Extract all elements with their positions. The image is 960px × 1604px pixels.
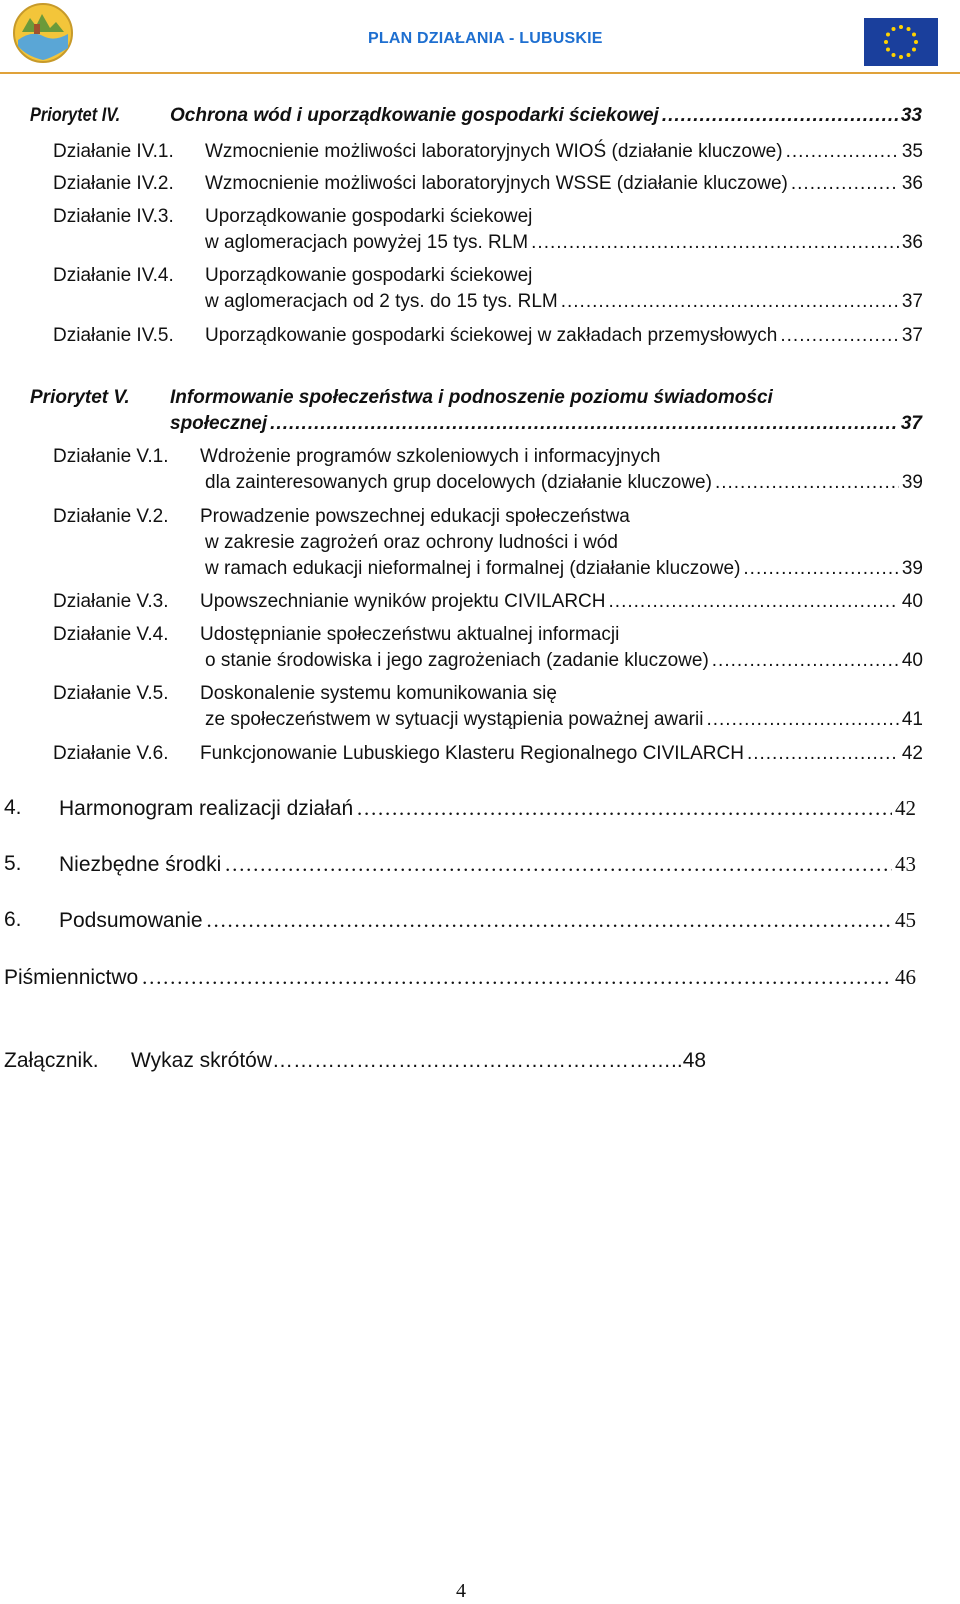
toc-entry-title-line: Doskonalenie systemu komunikowania się (200, 683, 557, 704)
toc-entry[interactable] (59, 852, 916, 877)
eu-star-icon (912, 48, 916, 52)
toc-leader (706, 708, 898, 732)
toc-page: 41 (901, 709, 923, 730)
toc-entry-title: w aglomeracjach powyżej 15 tys. RLM (205, 232, 529, 253)
toc-entry-title: Piśmiennictwo (4, 966, 139, 989)
toc-entry-title-line: Uporządkowanie gospodarki ściekowej (205, 206, 533, 227)
toc-entry[interactable] (200, 590, 923, 614)
toc-entry-title-line: Udostępnianie społeczeństwu aktualnej informacji (200, 624, 620, 645)
toc-action-label: Działanie V.1. (53, 446, 169, 467)
toc-page: 45 (895, 908, 916, 932)
eu-star-icon (907, 53, 911, 57)
page-header (0, 0, 960, 76)
toc-page: 37 (900, 413, 922, 434)
toc-page: 46 (895, 965, 916, 989)
toc-leader (609, 590, 899, 614)
toc-entry-title: o stanie środowiska i jego zagrożeniach (zadanie kluczowe) (205, 650, 709, 671)
toc-entry-title: Niezbędne środki (59, 853, 222, 876)
toc-section-number: 4. (4, 796, 22, 819)
toc-entry-title-line: Prowadzenie powszechnej edukacji społeczeństwa (200, 506, 630, 527)
toc-action-label: Działanie V.5. (53, 683, 169, 704)
eu-star-icon (899, 55, 903, 59)
toc-page: 39 (901, 558, 923, 579)
toc-entry-title: Uporządkowanie gospodarki ściekowej w zakładach przemysłowych (205, 325, 778, 346)
eu-star-icon (892, 53, 896, 57)
toc-page: 42 (901, 743, 923, 764)
toc-action-label: Działanie IV.3. (53, 206, 174, 227)
regional-logo-icon (12, 2, 74, 64)
toc-entry-title: Funkcjonowanie Lubuskiego Klasteru Regionalnego CIVILARCH (200, 743, 744, 764)
toc-entry-title-line: Informowanie społeczeństwa i podnoszenie poziomu świadomości (170, 387, 773, 408)
toc-page: 35 (901, 141, 923, 162)
toc-leader (356, 796, 892, 820)
toc-leader (791, 172, 899, 196)
toc-entry[interactable] (205, 557, 923, 581)
toc-page: 39 (901, 472, 923, 493)
toc-page: 36 (901, 173, 923, 194)
toc-entry[interactable] (59, 796, 916, 821)
toc-entry-title: dla zainteresowanych grup docelowych (działanie kluczowe) (205, 472, 712, 493)
toc-entry-title: Wykaz skrótów (131, 1049, 273, 1072)
toc-entry-title: społecznej (170, 413, 268, 434)
toc-entry[interactable] (131, 1049, 706, 1073)
toc-leader (786, 140, 899, 164)
toc-entry[interactable] (205, 649, 923, 673)
toc-leader (141, 965, 892, 989)
toc-leader (224, 852, 892, 876)
eu-star-icon (899, 25, 903, 29)
eu-star-icon (892, 27, 896, 31)
toc-leader (662, 104, 898, 128)
toc-leader (206, 908, 892, 932)
toc-leader: ………………………………………………….. (272, 1049, 683, 1072)
toc-entry[interactable] (205, 290, 923, 314)
toc-section-number: 5. (4, 852, 22, 875)
toc-action-label: Działanie V.3. (53, 591, 169, 612)
eu-flag-icon (864, 18, 938, 66)
toc-entry[interactable] (170, 104, 922, 128)
toc-entry[interactable] (170, 412, 922, 436)
toc-page: 40 (901, 650, 923, 671)
toc-entry[interactable] (4, 965, 916, 990)
header-rule (0, 72, 960, 74)
toc-section-number: 6. (4, 908, 22, 931)
toc-leader (712, 649, 899, 673)
toc-entry-title: w ramach edukacji nieformalnej i formalnej (działanie kluczowe) (205, 558, 741, 579)
eu-star-icon (884, 40, 888, 44)
eu-star-icon (886, 48, 890, 52)
eu-star-icon (907, 27, 911, 31)
toc-entry-title: Wzmocnienie możliwości laboratoryjnych WSSE (działanie kluczowe) (205, 173, 788, 194)
toc-action-label: Działanie V.6. (53, 743, 169, 764)
toc-action-label: Działanie V.4. (53, 624, 169, 645)
toc-page: 48 (682, 1049, 707, 1072)
toc-page: 42 (895, 796, 916, 820)
toc-entry-title: Podsumowanie (59, 909, 203, 932)
eu-star-icon (886, 33, 890, 37)
toc-page: 37 (901, 325, 923, 346)
page-number: 4 (456, 1580, 466, 1602)
toc-action-label: Działanie V.2. (53, 506, 169, 527)
toc-leader (561, 290, 899, 314)
toc-entry-title: w aglomeracjach od 2 tys. do 15 tys. RLM (205, 291, 558, 312)
eu-star-icon (912, 33, 916, 37)
toc-action-label: Działanie IV.5. (53, 325, 174, 346)
document-title: PLAN DZIAŁANIA - LUBUSKIE (368, 30, 603, 47)
toc-action-label: Działanie IV.2. (53, 173, 174, 194)
toc-entry-title: ze społeczeństwem w sytuacji wystąpienia poważnej awarii (205, 709, 704, 730)
toc-entry[interactable] (205, 471, 923, 495)
toc-entry[interactable] (205, 231, 923, 255)
toc-action-label: Działanie IV.1. (53, 141, 174, 162)
toc-page: 40 (901, 591, 923, 612)
toc-entry[interactable] (205, 324, 923, 348)
toc-entry[interactable] (205, 140, 923, 164)
toc-entry-title-line: w zakresie zagrożeń oraz ochrony ludności i wód (205, 532, 618, 553)
toc-leader (747, 742, 899, 766)
toc-page: 37 (901, 291, 923, 312)
eu-star-icon (914, 40, 918, 44)
toc-entry-title-line: Wdrożenie programów szkoleniowych i informacyjnych (200, 446, 661, 467)
toc-entry[interactable] (205, 708, 923, 732)
toc-action-label: Działanie IV.4. (53, 265, 174, 286)
toc-entry-title: Ochrona wód i uporządkowanie gospodarki ściekowej (170, 105, 659, 126)
toc-entry-title: Upowszechnianie wyników projektu CIVILARCH (200, 591, 606, 612)
toc-page: 43 (895, 852, 916, 876)
toc-leader (715, 471, 899, 495)
toc-priority-label: Priorytet IV. (30, 105, 121, 126)
toc-entry-title-line: Uporządkowanie gospodarki ściekowej (205, 265, 533, 286)
toc-annex-label: Załącznik. (4, 1049, 99, 1072)
toc-entry[interactable] (200, 742, 923, 766)
toc-entry-title: Harmonogram realizacji działań (59, 797, 354, 820)
toc-leader (270, 412, 898, 436)
toc-page: 33 (900, 105, 922, 126)
toc-page: 36 (901, 232, 923, 253)
toc-priority-label: Priorytet V. (30, 387, 130, 408)
toc-leader (743, 557, 898, 581)
toc-entry[interactable] (59, 908, 916, 933)
toc-leader (531, 231, 899, 255)
toc-leader (780, 324, 898, 348)
toc-entry-title: Wzmocnienie możliwości laboratoryjnych WIOŚ (działanie kluczowe) (205, 141, 783, 162)
toc-entry[interactable] (205, 172, 923, 196)
